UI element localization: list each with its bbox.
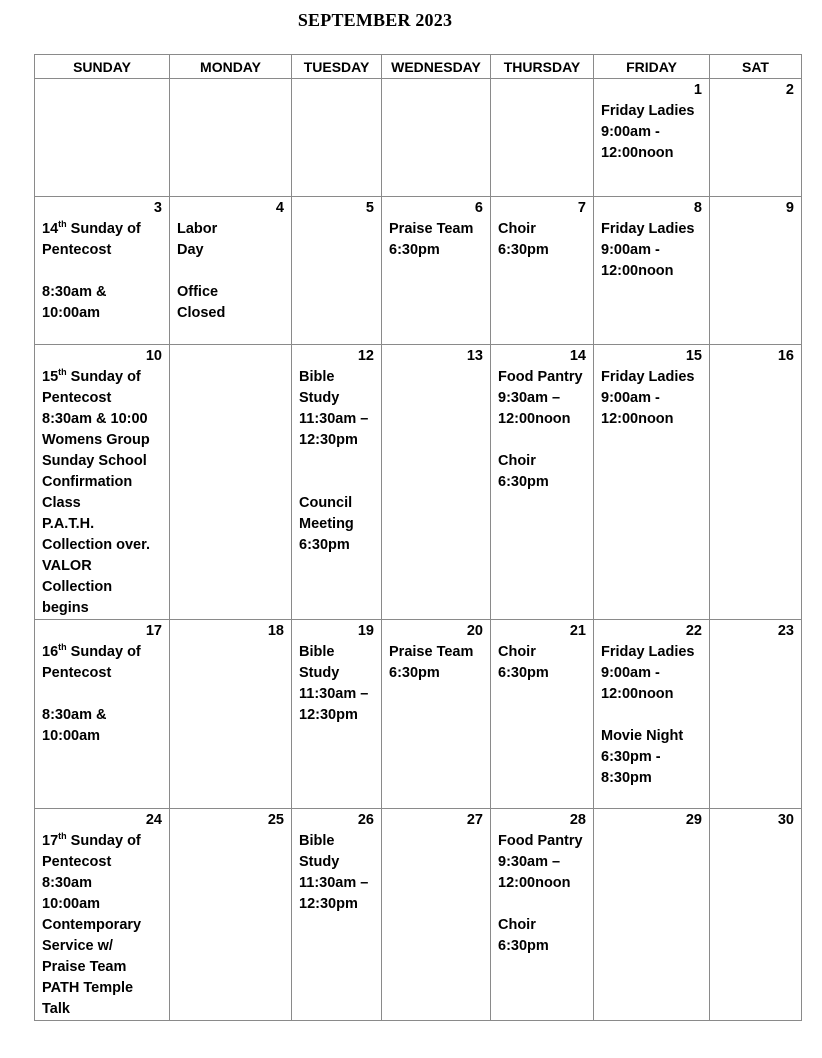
day-number: 2 (785, 82, 794, 98)
day-number: 15 (685, 348, 702, 364)
day-cell (35, 809, 170, 1021)
day-events: Labor Day Office Closed (177, 221, 226, 321)
day-cell (594, 79, 710, 197)
day-cell (170, 345, 292, 620)
day-events: 14th Sunday of Pentecost 8:30am & 10:00am (42, 219, 141, 321)
day-cell (170, 620, 292, 809)
weekday-header: SAT (710, 55, 802, 79)
day-number: 4 (275, 200, 284, 216)
day-cell (491, 345, 594, 620)
day-cell (382, 79, 491, 197)
day-cell (710, 809, 802, 1021)
day-cell (170, 809, 292, 1021)
day-cell (292, 345, 382, 620)
day-number: 19 (357, 623, 374, 639)
day-cell (710, 620, 802, 809)
day-number: 25 (267, 812, 284, 828)
day-cell (491, 620, 594, 809)
day-cell (382, 345, 491, 620)
day-cell (35, 197, 170, 345)
day-events: Bible Study 11:30am – 12:30pm (299, 833, 369, 912)
day-cell (170, 79, 292, 197)
weekday-header-row (35, 55, 802, 79)
day-events: Food Pantry 9:30am – 12:00noon Choir 6:30pm (498, 833, 583, 954)
day-number: 3 (153, 200, 162, 216)
day-number: 5 (365, 200, 374, 216)
day-cell (292, 197, 382, 345)
day-cell (491, 197, 594, 345)
day-number: 23 (777, 623, 794, 639)
day-number: 18 (267, 623, 284, 639)
day-number: 16 (777, 348, 794, 364)
weekday-header: WEDNESDAY (382, 55, 491, 79)
day-cell (382, 620, 491, 809)
week-row (35, 197, 802, 345)
weekday-header: TUESDAY (292, 55, 382, 79)
day-cell (292, 79, 382, 197)
day-cell (35, 345, 170, 620)
day-events: Choir 6:30pm (498, 221, 549, 258)
day-cell (710, 345, 802, 620)
week-row (35, 345, 802, 620)
day-number: 21 (569, 623, 586, 639)
day-cell (382, 809, 491, 1021)
day-events: 17th Sunday of Pentecost 8:30am 10:00am Contemporary Service w/ Praise Team PATH Temple Talk (42, 831, 142, 1017)
weekday-header: MONDAY (170, 55, 292, 79)
week-row (35, 79, 802, 197)
day-events: Friday Ladies 9:00am - 12:00noon (601, 103, 695, 161)
day-events: Praise Team 6:30pm (389, 221, 474, 258)
day-events: Friday Ladies 9:00am - 12:00noon (601, 369, 695, 427)
week-row (35, 809, 802, 1021)
calendar-grid (34, 54, 802, 1021)
day-cell (594, 345, 710, 620)
day-events: Choir 6:30pm (498, 644, 549, 681)
day-cell (491, 79, 594, 197)
day-number: 20 (466, 623, 483, 639)
day-events: Bible Study 11:30am – 12:30pm (299, 644, 369, 723)
day-cell (382, 197, 491, 345)
day-number: 8 (693, 200, 702, 216)
day-number: 24 (145, 812, 162, 828)
day-events: Food Pantry 9:30am – 12:00noon Choir 6:30pm (498, 369, 583, 490)
weekday-header: SUNDAY (35, 55, 170, 79)
day-cell (710, 197, 802, 345)
day-events: Bible Study 11:30am – 12:30pm Council Meeting 6:30pm (299, 369, 369, 553)
day-events: Friday Ladies 9:00am - 12:00noon (601, 221, 695, 279)
day-cell (491, 809, 594, 1021)
day-number: 6 (474, 200, 483, 216)
day-number: 1 (693, 82, 702, 98)
day-number: 29 (685, 812, 702, 828)
day-cell (594, 620, 710, 809)
weekday-header: FRIDAY (594, 55, 710, 79)
day-number: 30 (777, 812, 794, 828)
week-row (35, 620, 802, 809)
day-number: 17 (145, 623, 162, 639)
day-cell (170, 197, 292, 345)
day-cell (292, 809, 382, 1021)
day-number: 22 (685, 623, 702, 639)
page-title: SEPTEMBER 2023 (297, 10, 453, 30)
day-cell (292, 620, 382, 809)
day-number: 9 (785, 200, 794, 216)
day-number: 12 (357, 348, 374, 364)
day-number: 10 (145, 348, 162, 364)
day-cell (594, 197, 710, 345)
day-events: 15th Sunday of Pentecost 8:30am & 10:00 Womens Group Sunday School Confirmation Class P.A.T.H. Collection over. VALOR Collection begins (42, 367, 150, 616)
day-number: 27 (466, 812, 483, 828)
weekday-header: THURSDAY (491, 55, 594, 79)
day-cell (35, 79, 170, 197)
day-number: 26 (357, 812, 374, 828)
day-cell (710, 79, 802, 197)
day-number: 14 (569, 348, 586, 364)
day-number: 7 (577, 200, 586, 216)
day-events: Praise Team 6:30pm (389, 644, 474, 681)
day-cell (594, 809, 710, 1021)
day-cell (35, 620, 170, 809)
day-events: 16th Sunday of Pentecost 8:30am & 10:00am (42, 642, 141, 744)
day-number: 13 (466, 348, 483, 364)
day-events: Friday Ladies 9:00am - 12:00noon Movie Night 6:30pm - 8:30pm (601, 644, 695, 786)
day-number: 28 (569, 812, 586, 828)
